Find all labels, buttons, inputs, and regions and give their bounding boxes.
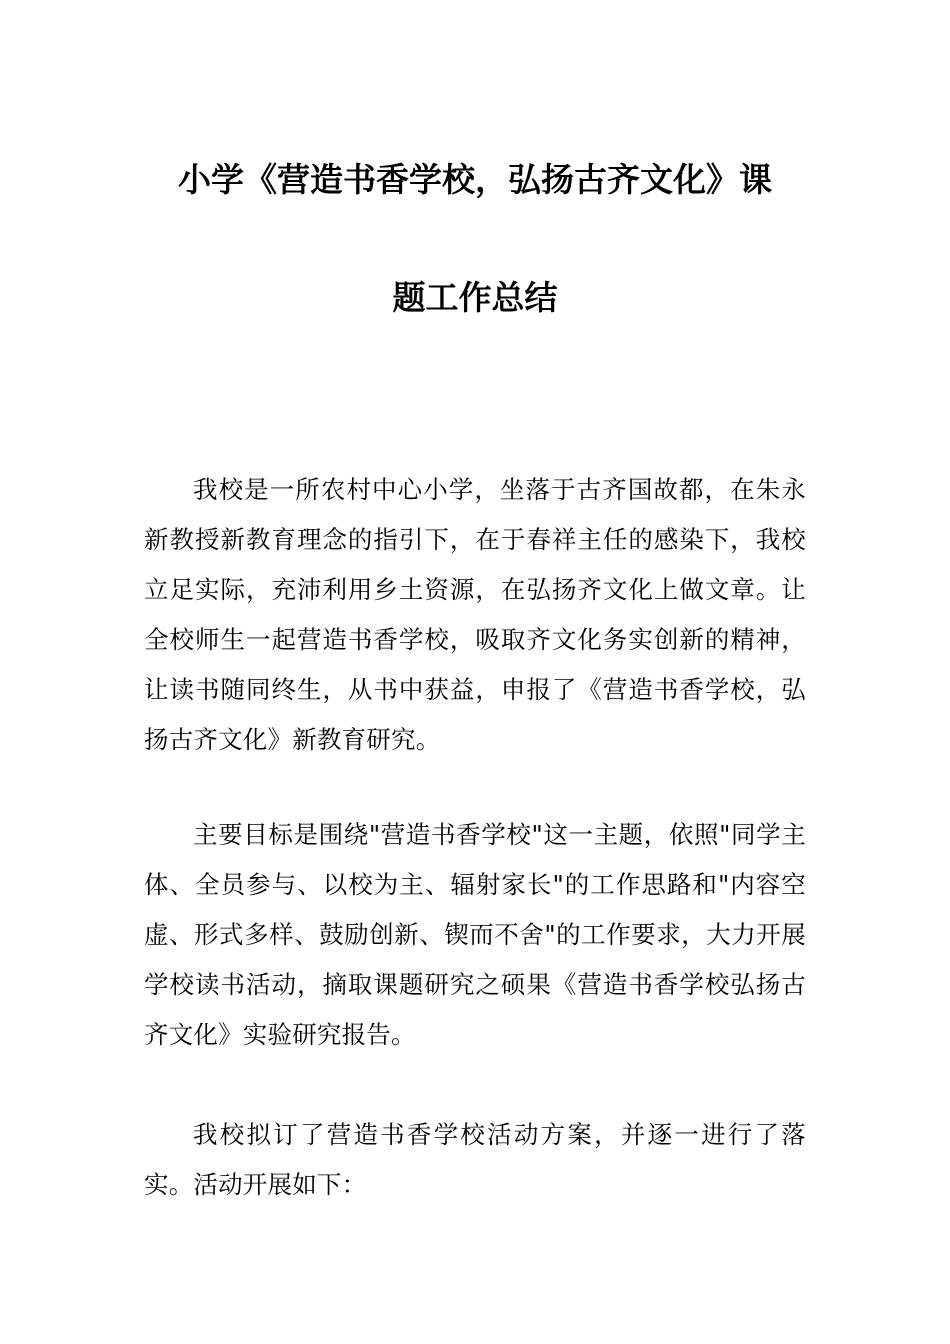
document-title-line-2: 题工作总结 <box>392 278 558 317</box>
body-paragraph-3: 我校拟订了营造书香学校活动方案，并逐一进行了落实。活动开展如下： <box>144 1120 806 1199</box>
document-title-line-1: 小学《营造书香学校，弘扬古齐文化》课 <box>178 160 772 199</box>
body-paragraph-1: 我校是一所农村中心小学，坐落于古齐国故都，在朱永新教授新教育理念的指引下，在于春祥主任的感染下，我校立足实际，充沛利用乡土资源，在弘扬齐文化上做文章。让全校师生一起营造书香学校，吸取齐文化务实创新的精神，让读书随同终生，从书中获益，申报了《营造书香学校，弘扬古齐文化》新教育研究。 <box>144 475 806 754</box>
body-paragraph-2: 主要目标是围绕"营造书香学校"这一主题，依照"同学主体、全员参与、以校为主、辐射家长"的工作思路和"内容空虚、形式多样、鼓励创新、锲而不舍"的工作要求，大力开展学校读书活动，摘取课题研究之硕果《营造书香学校弘扬古齐文化》实验研究报告。 <box>144 820 806 1049</box>
